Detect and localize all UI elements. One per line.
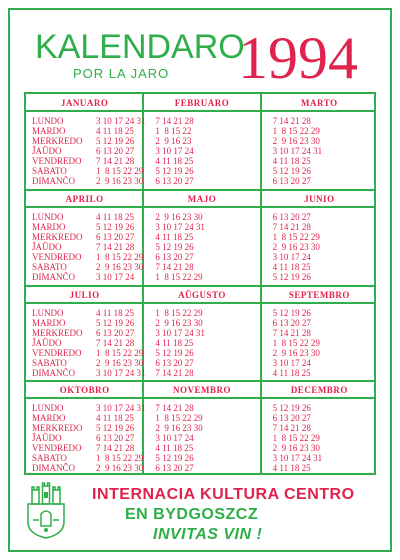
week-day-dates: 1 8 15 22 29	[155, 307, 203, 318]
week-day-dates: 6 13 20 27	[272, 211, 311, 222]
day-label: DIMANĈO	[32, 367, 76, 378]
day-label: VENDREDO	[32, 251, 82, 262]
week-day-dates: 2 9 16 23 30	[96, 176, 144, 186]
day-label: MARDO	[32, 317, 66, 328]
week-day-dates: 7 14 21 28	[272, 116, 311, 126]
week-day-dates: 6 13 20 27	[155, 176, 194, 186]
footer-line-3: INVITAS VIN !	[153, 526, 263, 543]
week-day-dates: 2 9 16 23 30	[272, 443, 320, 454]
grid-row-divider	[26, 189, 374, 191]
week-day-dates: 2 9 16 23 30	[96, 261, 144, 272]
grid-column-divider	[260, 94, 262, 473]
week-day-dates: 3 10 17 24	[96, 271, 135, 282]
week-day-dates: 7 14 21 28	[155, 403, 194, 414]
week-day-dates: 1 8 15 22 29	[96, 453, 144, 464]
week-day-dates: 4 11 18 25	[272, 261, 311, 272]
week-day-dates: 4 11 18 25	[155, 337, 194, 348]
grid-row-divider	[26, 380, 374, 382]
month-name: MARTO	[301, 98, 338, 108]
month-name: APRILO	[65, 193, 104, 204]
week-day-dates: 3 10 17 24	[272, 251, 311, 262]
coat-of-arms-icon	[24, 482, 68, 540]
footer-line-2: EN BYDGOSZCZ	[125, 506, 259, 523]
day-label: SABATO	[32, 261, 67, 272]
week-day-dates: 2 9 16 23 30	[155, 317, 203, 328]
month-name: FEBRUARO	[174, 98, 230, 108]
week-day-dates: 6 13 20 27	[96, 231, 135, 242]
day-label: VENDREDO	[32, 156, 82, 166]
week-day-dates: 3 10 17 24 31	[96, 367, 146, 378]
day-label: DIMANĈO	[32, 176, 76, 186]
week-day-dates: 4 11 18 25	[96, 307, 134, 318]
week-day-dates: 7 14 21 28	[272, 221, 311, 232]
week-day-dates: 6 13 20 27	[96, 433, 135, 444]
week-day-dates: 4 11 18 25	[96, 211, 134, 222]
week-day-dates: 5 12 19 26	[96, 136, 135, 146]
week-day-dates: 1 8 15 22 29	[272, 433, 320, 444]
day-label: ĴAŬDO	[32, 146, 62, 156]
day-label: DIMANĈO	[32, 271, 76, 282]
day-label: MERKREDO	[32, 327, 83, 338]
week-day-dates: 7 14 21 28	[96, 443, 135, 454]
week-day-dates: 5 12 19 26	[272, 307, 311, 318]
week-day-dates: 4 11 18 25	[272, 367, 311, 378]
month-header-divider	[26, 206, 374, 208]
week-day-dates: 2 9 16 23 30	[96, 463, 144, 474]
day-label: LUNDO	[32, 211, 64, 222]
week-day-dates: 6 13 20 27	[155, 251, 194, 262]
week-day-dates: 4 11 18 25	[155, 231, 194, 242]
week-day-dates: 2 9 16 23 30	[96, 357, 144, 368]
week-day-dates: 4 11 18 25	[272, 156, 311, 166]
week-day-dates: 4 11 18 25	[272, 463, 311, 474]
week-day-dates: 2 9 16 23 30	[272, 347, 320, 358]
week-day-dates: 5 12 19 26	[272, 403, 311, 414]
month-name: SEPTEMBRO	[288, 289, 350, 300]
week-day-dates: 6 13 20 27	[96, 146, 135, 156]
day-label: DIMANĈO	[32, 463, 76, 474]
week-day-dates: 1 8 15 22 29	[272, 231, 320, 242]
week-day-dates: 7 14 21 28	[155, 116, 194, 126]
week-day-dates: 7 14 21 28	[155, 261, 194, 272]
grid-column-divider	[142, 94, 144, 473]
month-name: MAJO	[187, 193, 217, 204]
week-day-dates: 1 8 15 22 29	[96, 166, 144, 176]
week-day-dates: 7 14 21 28	[96, 337, 135, 348]
year-label: 1994	[238, 25, 358, 91]
month-header-divider	[26, 302, 374, 304]
week-day-dates: 3 10 17 24 31	[96, 403, 146, 414]
day-label: ĴAŬDO	[32, 241, 62, 252]
week-day-dates: 2 9 16 23 30	[272, 136, 320, 146]
week-day-dates: 1 8 15 22 29	[155, 271, 203, 282]
day-label: LUNDO	[32, 403, 64, 414]
day-label: MARDO	[32, 413, 66, 424]
day-label: MERKREDO	[32, 136, 83, 146]
day-label: SABATO	[32, 357, 67, 368]
week-day-dates: 7 14 21 28	[96, 241, 135, 252]
week-day-dates: 1 8 15 22 29	[96, 251, 144, 262]
week-day-dates: 3 10 17 24 31	[272, 453, 323, 464]
week-day-dates: 6 13 20 27	[96, 327, 135, 338]
week-day-dates: 6 13 20 27	[155, 463, 194, 474]
day-label: LUNDO	[32, 116, 64, 126]
week-day-dates: 1 8 15 22 29	[96, 347, 144, 358]
calendar-title: KALENDARO	[35, 28, 245, 66]
week-day-dates: 5 12 19 26	[96, 317, 135, 328]
week-day-dates: 5 12 19 26	[155, 453, 194, 464]
week-day-dates: 5 12 19 26	[96, 423, 135, 434]
week-day-dates: 1 8 15 22 29	[272, 126, 320, 136]
day-label: SABATO	[32, 453, 67, 464]
day-label: MERKREDO	[32, 231, 83, 242]
day-label: MERKREDO	[32, 423, 83, 434]
week-day-dates: 5 12 19 26	[272, 271, 311, 282]
week-day-dates: 4 11 18 25	[96, 413, 134, 424]
month-name: AŬGUSTO	[178, 289, 226, 300]
month-name: NOVEMBRO	[172, 385, 231, 396]
grid-row-divider	[26, 285, 374, 287]
week-day-dates: 1 8 15 22 29	[155, 413, 203, 424]
month-name: JUNIO	[304, 193, 335, 204]
week-day-dates: 2 9 16 23	[155, 136, 192, 146]
week-day-dates: 5 12 19 26	[272, 166, 311, 176]
week-day-dates: 4 11 18 25	[96, 126, 134, 136]
week-day-dates: 4 11 18 25	[155, 156, 194, 166]
week-day-dates: 7 14 21 28	[272, 327, 311, 338]
month-header-divider	[26, 110, 374, 112]
calendar-grid	[24, 92, 376, 475]
week-day-dates: 3 10 17 24 31	[155, 221, 205, 232]
day-label: SABATO	[32, 166, 67, 176]
calendar-subtitle: POR LA JARO	[73, 66, 170, 81]
week-day-dates: 6 13 20 27	[272, 176, 311, 186]
week-day-dates: 5 12 19 26	[96, 221, 135, 232]
day-label: MARDO	[32, 126, 66, 136]
week-day-dates: 5 12 19 26	[155, 241, 194, 252]
month-name: DECEMBRO	[290, 385, 348, 396]
week-day-dates: 5 12 19 26	[155, 347, 194, 358]
week-day-dates: 6 13 20 27	[155, 357, 194, 368]
week-day-dates: 7 14 21 28	[155, 367, 194, 378]
day-label: VENDREDO	[32, 443, 82, 454]
week-day-dates: 2 9 16 23 30	[155, 423, 203, 434]
day-label: ĴAŬDO	[32, 433, 62, 444]
month-name: OKTOBRO	[59, 385, 110, 396]
day-label: ĴAŬDO	[32, 337, 62, 348]
week-day-dates: 7 14 21 28	[272, 423, 311, 434]
week-day-dates: 7 14 21 28	[96, 156, 135, 166]
week-day-dates: 6 13 20 27	[272, 317, 311, 328]
week-day-dates: 6 13 20 27	[272, 413, 311, 424]
day-label: LUNDO	[32, 307, 64, 318]
week-day-dates: 3 10 17 24 31	[96, 116, 146, 126]
week-day-dates: 2 9 16 23 30	[272, 241, 320, 252]
day-label: MARDO	[32, 221, 66, 232]
week-day-dates: 5 12 19 26	[155, 166, 194, 176]
week-day-dates: 1 8 15 22	[155, 126, 192, 136]
week-day-dates: 3 10 17 24	[272, 357, 311, 368]
week-day-dates: 1 8 15 22 29	[272, 337, 320, 348]
month-header-divider	[26, 397, 374, 399]
footer-line-1: INTERNACIA KULTURA CENTRO	[92, 486, 355, 503]
week-day-dates: 3 10 17 24	[155, 146, 194, 156]
month-name: JANUARO	[60, 98, 109, 108]
week-day-dates: 4 11 18 25	[155, 443, 194, 454]
week-day-dates: 3 10 17 24 31	[155, 327, 205, 338]
month-name: JULIO	[69, 289, 100, 300]
week-day-dates: 3 10 17 24	[155, 433, 194, 444]
week-day-dates: 3 10 17 24 31	[272, 146, 323, 156]
title-block	[35, 30, 245, 81]
week-day-dates: 2 9 16 23 30	[155, 211, 203, 222]
day-label: VENDREDO	[32, 347, 82, 358]
